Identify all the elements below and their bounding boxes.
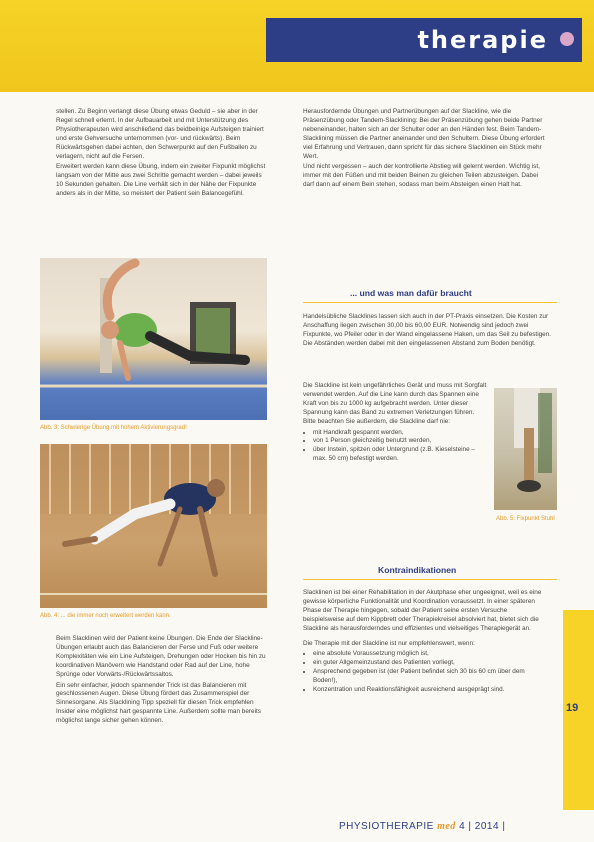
right-column-mid — [303, 313, 557, 351]
section-tab — [266, 18, 582, 62]
caption-figure-3: Abb. 3: Schwierige Übung mit hohem Aktivierungsgrad! — [40, 425, 187, 431]
photo-3-illustration — [494, 388, 557, 510]
caption-figure-5: Abb. 5: Fixpunkt Stuhl — [496, 516, 555, 522]
divider — [303, 579, 557, 580]
right-paragraph-4: Die Slackline ist kein ungefährliches Gerät und muss mit Sorgfalt verwendet werden. Auf die Line kann durch das Spannen eine Kraft von bis zu 1000 kg aufgebracht werden. Unter dieser Spannung kann das Band zu extremen Verletzungen führen. Bitte beachten Sie außerdem, die Slackline darf nie: — [303, 382, 487, 425]
magazine-name: PHYSIOTHERAPIE — [339, 821, 434, 832]
photo-slackline-plank — [40, 444, 267, 608]
list-item: • von 1 Person gleichzeitig benutzt werden, — [313, 437, 488, 446]
photo-1-illustration — [40, 258, 267, 420]
left-column-top — [56, 108, 268, 201]
list-item: • über Instein, spitzen oder Untergrund (z.B. Kieselsteine – max. 50 cm) befestigt werden. — [313, 446, 488, 464]
issue-info: 4 | 2014 | — [459, 821, 506, 832]
photo-slackline-balance — [40, 258, 267, 420]
list-item: • mit Handkraft gespannt werden, — [313, 429, 488, 438]
right-column-top — [303, 108, 547, 192]
subheading-contraindications: Kontraindikationen — [378, 565, 457, 575]
right-column-safety — [303, 382, 488, 464]
left-paragraph-3: Beim Slacklinen wird der Patient keine Übungen. Die Ende der Slackline-Übungen erlaubt auch das Balancieren der Ferse und Fuß oder weitere Komplexitäten wie ein Line Aufsteigen, Drehungen oder Hocken bis hin zu koordinativen Manövern wie Handstand oder Rad auf der Line, hohe Sprünge oder Vorwärts-/Rückwärtssaltos. — [56, 635, 266, 678]
right-column-bottom — [303, 589, 547, 695]
left-paragraph-2: Erweitert werden kann diese Übung, indem ein zweiter Fixpunkt möglichst langsam von der Mitte aus zwei Schritte gemacht werden – dabei jeweils 10 Sekunden gehalten. Die Line verhält sich in der Nähe der Fixpunkte anders als in der Mitte, so meistert der Patient sein Balancegefühl. — [56, 163, 266, 198]
list-item: • eine absolute Voraussetzung möglich ist, — [313, 650, 547, 659]
caption-figure-4: Abb. 4: ... die immer noch erweitert werden kann. — [40, 613, 171, 619]
left-paragraph-1: stellen. Zu Beginn verlangt diese Übung etwas Geduld – sie aber in der Regel schnell erlernt. In der Aufbauarbeit und mit Unterstützung des Physiotherapeuten wird anschließend das beidbeinige Aufsteigen trainiert und erste Gehversuche unternommen (vor- und rückwärts). Beim Rückwärtsgehen dabei achten, den Schwerpunkt auf den Fußballen zu verlagern, nicht auf die Fersen. — [56, 108, 264, 160]
magazine-suffix: med — [437, 821, 456, 832]
right-paragraph-2: Und nicht vergessen – auch der kontrollierte Abstieg will gelernt werden. Wichtig ist, immer mit den Füßen und mit beiden Beinen zu gleichen Teilen abzusteigen. Dabei darf dann auf einem Bein stehen, sodass man beim Absteigen einen Halt hat. — [303, 163, 540, 189]
indication-list — [303, 650, 547, 695]
list-item: • Ansprechend gegeben ist (der Patient befindet sich 30 bis 60 cm über dem Boden!), — [313, 668, 547, 686]
left-column-bottom — [56, 635, 268, 728]
right-paragraph-6: Die Therapie mit der Slackline ist nur empfehlenswert, wenn: — [303, 639, 475, 647]
section-marker-icon — [560, 32, 574, 46]
page-number: 19 — [566, 702, 579, 714]
photo-2-illustration — [40, 444, 267, 608]
right-paragraph-1: Herausfordernde Übungen und Partnerübungen auf der Slackline, wie die Präsenzübung oder Tandem-Slacklining: Bei der Präsenzübung gehen beide Partner nebeneinander, halten sich an der Schulter oder an den Händen fest. Beim Tandem-Slacklining müssen die Partner aneinander und den Schultern. Diese Übung erfordert viel Erfahrung und Vertrauen, dann spricht für das sichere Slacklinen ein Stück mehr Wert. — [303, 108, 545, 160]
footer — [339, 821, 505, 832]
list-item: • ein guter Allgemeinzustand des Patienten vorliegt, — [313, 659, 547, 668]
list-item: • Konzentration und Reaktionsfähigkeit ausreichend ausgeprägt sind. — [313, 686, 547, 695]
section-title: therapie — [417, 26, 548, 54]
subheading-equipment: ... und was man dafür braucht — [350, 288, 472, 298]
safety-list — [303, 429, 488, 465]
left-paragraph-4: Ein sehr einfacher, jedoch spannender Trick ist das Balancieren mit geschlossenen Augen. Diese Übung fördert das Zusammenspiel der Sinnesorgane. Als Slacklining Tipp speziell für diesen Trick empfehlen Insider eine möglichst hart gespannte Line. Außerdem sollte man bereits möglichst lange sicher gehen können. — [56, 681, 261, 725]
right-paragraph-5: Slacklinen ist bei einer Rehabilitation in der Akutphase eher ungeeignet, weil es eine gewisse körperliche Funktionalität und Koordination voraussetzt. In einer späteren Phase der Therapie hingegen, sobald der Patient seine ersten Versuche beispielsweise auf dem Kippbrett oder Therapiekreisel absolviert hat, bietet sich die Slackline als herausforderndes und effizientes und vielseitiges Therapiegerät an. — [303, 589, 542, 632]
right-paragraph-3: Handelsübliche Slacklines lassen sich auch in der PT-Praxis einsetzen. Die Kosten zur Anschaffung liegen zwischen 30,00 bis 60,00 EUR. Notwendig sind jedoch zwei Fixpunkte, wo Pfeiler oder in der Wand eingelassene Haken, um das Seil zu befestigen. Die Abständen werden dabei mit den eingelassenen Abstand zum Boden benötigt. — [303, 313, 552, 347]
photo-fixpoint-chair — [494, 388, 557, 510]
divider — [303, 302, 557, 303]
